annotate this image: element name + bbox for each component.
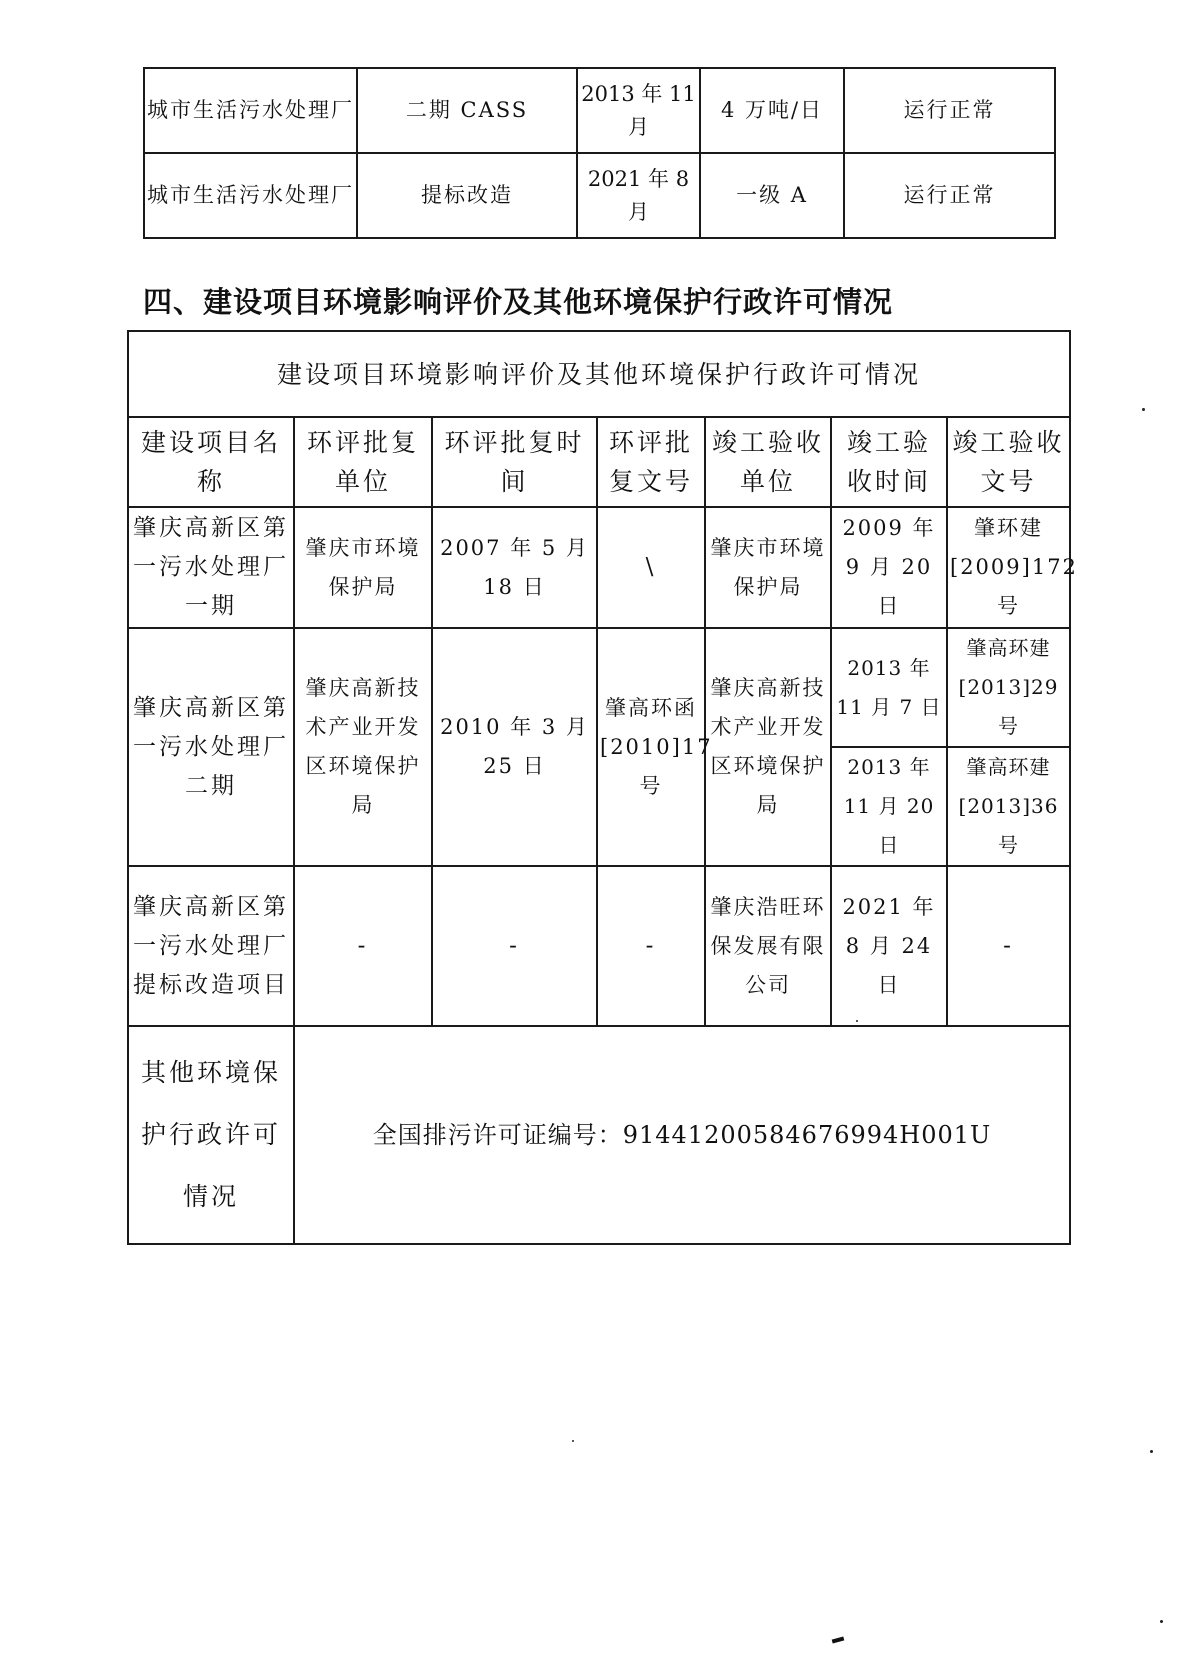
table-row [128, 628, 1070, 747]
header-acceptance-time: 竣工验收时间 [831, 417, 947, 507]
eia-doc: - [597, 866, 705, 1026]
project-name: 肇庆高新区第一污水处理厂一期 [128, 507, 294, 628]
eia-time: 2007 年 5 月 18 日 [432, 507, 597, 628]
section-heading: 四、建设项目环境影响评价及其他环境保护行政许可情况 [143, 285, 894, 319]
plant-date: 2021 年 8 月 [577, 153, 700, 238]
header-eia-time: 环评批复时间 [432, 417, 597, 507]
scan-speck [1160, 1620, 1163, 1623]
plant-date: 2013 年 11 月 [577, 68, 700, 153]
plant-status: 运行正常 [844, 68, 1055, 153]
eia-unit: - [294, 866, 432, 1026]
pollutant-permit-number: 全国排污许可证编号：91441200584676994H001U [294, 1026, 1070, 1244]
acceptance-doc: - [947, 866, 1070, 1026]
other-permits-row [128, 1026, 1070, 1244]
eia-permit-table [127, 330, 1078, 1245]
scan-speck [1142, 408, 1145, 411]
scan-speck [856, 1020, 858, 1022]
table-row [144, 68, 1055, 153]
acceptance-unit: 肇庆市环境保护局 [705, 507, 831, 628]
acceptance-time: 2013 年 11 月 20 日 [831, 747, 947, 866]
plant-name: 城市生活污水处理厂 [144, 68, 357, 153]
table-caption: 建设项目环境影响评价及其他环境保护行政许可情况 [128, 331, 1070, 417]
project-name: 肇庆高新区第一污水处理厂提标改造项目 [128, 866, 294, 1026]
other-permits-label: 其他环境保护行政许可情况 [128, 1026, 294, 1244]
plant-capacity: 一级 A [700, 153, 844, 238]
header-acceptance-doc: 竣工验收文号 [947, 417, 1070, 507]
acceptance-time: 2013 年 11 月 7 日 [831, 628, 947, 747]
table-row [128, 507, 1070, 628]
table-row [128, 866, 1070, 1026]
plant-capacity: 4 万吨/日 [700, 68, 844, 153]
header-acceptance-unit: 竣工验收单位 [705, 417, 831, 507]
acceptance-unit: 肇庆高新技术产业开发区环境保护局 [705, 628, 831, 866]
eia-time: 2010 年 3 月 25 日 [432, 628, 597, 866]
scan-mark [832, 1637, 845, 1644]
scan-speck [1150, 1450, 1153, 1453]
plant-phase: 二期 CASS [357, 68, 577, 153]
eia-unit: 肇庆市环境保护局 [294, 507, 432, 628]
acceptance-doc: 肇环建[2009]172 号 [947, 507, 1070, 628]
project-name: 肇庆高新区第一污水处理厂二期 [128, 628, 294, 866]
acceptance-doc: 肇高环建[2013]36 号 [947, 747, 1070, 866]
acceptance-time: 2021 年 8 月 24 日 [831, 866, 947, 1026]
eia-doc: 肇高环函[2010]17 号 [597, 628, 705, 866]
header-project-name: 建设项目名称 [128, 417, 294, 507]
table-header-row [128, 417, 1070, 507]
eia-unit: 肇庆高新技术产业开发区环境保护局 [294, 628, 432, 866]
acceptance-time: 2009 年 9 月 20 日 [831, 507, 947, 628]
acceptance-doc: 肇高环建[2013]29 号 [947, 628, 1070, 747]
acceptance-unit: 肇庆浩旺环保发展有限公司 [705, 866, 831, 1026]
table-caption-row [128, 331, 1070, 417]
table-row [144, 153, 1055, 238]
header-eia-unit: 环评批复单位 [294, 417, 432, 507]
plant-phase: 提标改造 [357, 153, 577, 238]
header-eia-doc: 环评批复文号 [597, 417, 705, 507]
wastewater-plant-table [143, 67, 1056, 239]
eia-doc: \ [597, 507, 705, 628]
plant-status: 运行正常 [844, 153, 1055, 238]
eia-time: - [432, 866, 597, 1026]
scan-speck [572, 1440, 574, 1442]
plant-name: 城市生活污水处理厂 [144, 153, 357, 238]
